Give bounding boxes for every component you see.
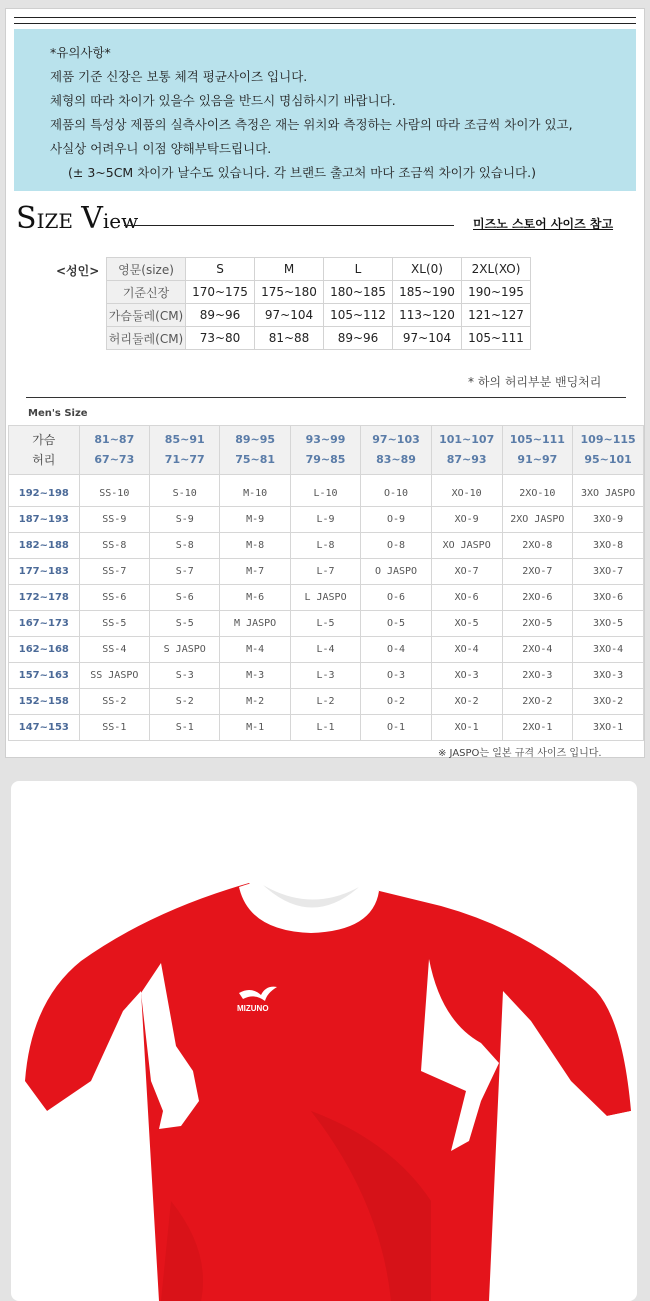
height-range: 172~178 [9, 585, 80, 611]
size-code: 3XO-1 [573, 715, 644, 741]
size-code: M-3 [220, 663, 290, 689]
size-code: XO-9 [431, 507, 502, 533]
height-range: 167~173 [9, 611, 80, 637]
adult-table-cell: 185~190 [393, 281, 462, 304]
adult-row-header: 가슴둘레(CM) [107, 304, 186, 327]
shirt-body [25, 883, 631, 1301]
size-code: S-1 [150, 715, 220, 741]
notice-line: 체형의 따라 차이가 있을수 있음을 반드시 명심하시기 바랍니다. [50, 93, 396, 108]
size-code: SS-6 [79, 585, 149, 611]
adult-table-cell: 190~195 [462, 281, 531, 304]
size-code: 2XO-6 [502, 585, 573, 611]
size-code: L-7 [290, 559, 360, 585]
adult-table-row [107, 281, 531, 304]
size-code: 3XO-9 [573, 507, 644, 533]
adult-table-row [107, 327, 531, 350]
notice-line: 사실상 어려우니 이점 양해부탁드립니다. [50, 141, 272, 156]
size-code: 3XO-6 [573, 585, 644, 611]
product-photo [11, 781, 637, 1301]
size-code: 3XO-5 [573, 611, 644, 637]
size-code: O-6 [361, 585, 432, 611]
size-code: M JASPO [220, 611, 290, 637]
waist-range: 79~85 [305, 453, 346, 466]
size-code: SS-4 [79, 637, 149, 663]
height-range: 177~183 [9, 559, 80, 585]
mens-column-header [150, 426, 220, 475]
jaspo-note: ※ JASPO는 일본 규격 사이즈 입니다. [438, 748, 602, 759]
mens-table-row [9, 689, 644, 715]
size-code: 2XO-4 [502, 637, 573, 663]
size-code: 3XO-8 [573, 533, 644, 559]
chest-range: 109~115 [580, 433, 636, 446]
size-code: L-2 [290, 689, 360, 715]
size-code: L-5 [290, 611, 360, 637]
mens-table-row [9, 475, 644, 507]
mens-table-row [9, 637, 644, 663]
adult-table-cell: 170~175 [186, 281, 255, 304]
size-code: O-8 [361, 533, 432, 559]
height-range: 182~188 [9, 533, 80, 559]
adult-table-cell: XL(0) [393, 258, 462, 281]
adult-table-cell: 121~127 [462, 304, 531, 327]
adult-table-cell: 89~96 [324, 327, 393, 350]
size-code: S-8 [150, 533, 220, 559]
waist-range: 83~89 [376, 453, 416, 466]
corner-label: 허리 [32, 453, 56, 467]
size-code: SS-8 [79, 533, 149, 559]
size-code: S JASPO [150, 637, 220, 663]
size-code: S-7 [150, 559, 220, 585]
mens-column-header [502, 426, 573, 475]
size-code: O JASPO [361, 559, 432, 585]
size-code: 2XO-8 [502, 533, 573, 559]
size-code: S-9 [150, 507, 220, 533]
size-code: M-7 [220, 559, 290, 585]
top-divider [14, 17, 636, 18]
chest-range: 105~111 [509, 433, 565, 446]
notice-box [14, 29, 636, 191]
size-code: SS JASPO [79, 663, 149, 689]
size-code: O-10 [361, 475, 432, 507]
mens-column-header [361, 426, 432, 475]
chest-range: 89~95 [235, 433, 276, 446]
size-code: 2XO-1 [502, 715, 573, 741]
size-code: XO-10 [431, 475, 502, 507]
corner-label: 가슴 [32, 433, 56, 447]
size-code: 3XO-7 [573, 559, 644, 585]
size-code: SS-10 [79, 475, 149, 507]
mens-table-row [9, 715, 644, 741]
notice-line: 제품의 특성상 제품의 실측사이즈 측정은 재는 위치와 측정하는 사람의 따라 조금씩 차이가 있고, [50, 117, 573, 132]
size-code: L JASPO [290, 585, 360, 611]
size-code: 3XO-4 [573, 637, 644, 663]
adult-size-table [106, 257, 531, 350]
size-code: O-1 [361, 715, 432, 741]
size-code: XO-4 [431, 637, 502, 663]
size-code: M-6 [220, 585, 290, 611]
size-code: 2XO-10 [502, 475, 573, 507]
size-code: O-5 [361, 611, 432, 637]
size-code: XO-7 [431, 559, 502, 585]
size-code: 2XO-5 [502, 611, 573, 637]
adult-table-cell: M [255, 258, 324, 281]
size-code: 3XO-2 [573, 689, 644, 715]
size-code: XO-5 [431, 611, 502, 637]
adult-label: <성인> [56, 264, 100, 278]
height-range: 157~163 [9, 663, 80, 689]
mens-column-header [220, 426, 290, 475]
band-note: * 하의 허리부분 밴딩처리 [468, 375, 602, 389]
shirt-illustration [11, 781, 637, 1301]
svg-text:MIZUNO: MIZUNO [237, 1004, 269, 1013]
title-divider [124, 225, 454, 226]
size-code: 2XO-3 [502, 663, 573, 689]
adult-row-header: 기준신장 [107, 281, 186, 304]
adult-table-cell: 175~180 [255, 281, 324, 304]
size-code: S-3 [150, 663, 220, 689]
size-code: SS-7 [79, 559, 149, 585]
size-code: L-9 [290, 507, 360, 533]
size-code: L-1 [290, 715, 360, 741]
size-code: M-1 [220, 715, 290, 741]
size-code: M-10 [220, 475, 290, 507]
mens-table-row [9, 585, 644, 611]
size-view-title: SIZE View [16, 201, 139, 236]
size-code: S-10 [150, 475, 220, 507]
size-code: SS-5 [79, 611, 149, 637]
height-range: 162~168 [9, 637, 80, 663]
mens-table-row [9, 507, 644, 533]
size-code: 3XO-3 [573, 663, 644, 689]
mens-column-header [79, 426, 149, 475]
size-code: L-4 [290, 637, 360, 663]
size-code: M-2 [220, 689, 290, 715]
size-code: 2XO-2 [502, 689, 573, 715]
mens-table-corner [9, 426, 80, 475]
section-divider [26, 397, 626, 398]
size-code: S-6 [150, 585, 220, 611]
notice-line: (± 3~5CM 차이가 날수도 있습니다. 각 브랜드 출고처 마다 조금씩 차이가 있습니다.) [68, 165, 536, 180]
size-code: SS-1 [79, 715, 149, 741]
mizuno-store-reference: 미즈노 스토어 사이즈 참고 [473, 217, 614, 231]
height-range: 152~158 [9, 689, 80, 715]
size-code: L-8 [290, 533, 360, 559]
adult-table-cell: 81~88 [255, 327, 324, 350]
size-code: O-2 [361, 689, 432, 715]
adult-table-cell: 89~96 [186, 304, 255, 327]
mens-table-row [9, 559, 644, 585]
mens-table-row [9, 533, 644, 559]
waist-range: 67~73 [94, 453, 135, 466]
adult-table-cell: 105~111 [462, 327, 531, 350]
notice-line: 제품 기준 신장은 보통 체격 평균사이즈 입니다. [50, 69, 308, 84]
adult-table-cell: 180~185 [324, 281, 393, 304]
mens-column-header [573, 426, 644, 475]
size-code: O-9 [361, 507, 432, 533]
size-code: M-4 [220, 637, 290, 663]
notice-heading: *유의사항* [50, 45, 111, 60]
chest-range: 101~107 [439, 433, 495, 446]
size-code: M-8 [220, 533, 290, 559]
mens-table-row [9, 663, 644, 689]
chest-range: 93~99 [305, 433, 346, 446]
mens-size-label: Men's Size [28, 408, 88, 419]
size-code: 2XO-7 [502, 559, 573, 585]
adult-table-row [107, 258, 531, 281]
size-code: 3XO JASPO [573, 475, 644, 507]
size-code: SS-9 [79, 507, 149, 533]
mens-column-header [431, 426, 502, 475]
mens-table-row [9, 611, 644, 637]
adult-table-cell: 105~112 [324, 304, 393, 327]
adult-table-cell: 97~104 [393, 327, 462, 350]
waist-range: 91~97 [517, 453, 558, 466]
chest-range: 97~103 [372, 433, 420, 446]
size-code: XO-1 [431, 715, 502, 741]
waist-range: 87~93 [446, 453, 487, 466]
size-code: S-5 [150, 611, 220, 637]
chest-range: 81~87 [94, 433, 135, 446]
size-code: XO-3 [431, 663, 502, 689]
adult-table-row [107, 304, 531, 327]
size-code: XO JASPO [431, 533, 502, 559]
adult-table-cell: 73~80 [186, 327, 255, 350]
size-code: L-3 [290, 663, 360, 689]
adult-table-cell: L [324, 258, 393, 281]
size-code: 2XO JASPO [502, 507, 573, 533]
size-code: O-4 [361, 637, 432, 663]
top-divider [14, 23, 636, 24]
mens-size-table [8, 425, 644, 741]
waist-range: 95~101 [584, 453, 632, 466]
waist-range: 75~81 [235, 453, 276, 466]
adult-row-header: 영문(size) [107, 258, 186, 281]
size-code: S-2 [150, 689, 220, 715]
size-code: XO-2 [431, 689, 502, 715]
adult-table-cell: S [186, 258, 255, 281]
adult-table-cell: 2XL(XO) [462, 258, 531, 281]
mens-column-header [290, 426, 360, 475]
mens-table-header-row [9, 426, 644, 475]
height-range: 192~198 [9, 475, 80, 507]
height-range: 187~193 [9, 507, 80, 533]
size-code: O-3 [361, 663, 432, 689]
height-range: 147~153 [9, 715, 80, 741]
adult-row-header: 허리둘레(CM) [107, 327, 186, 350]
size-code: M-9 [220, 507, 290, 533]
adult-table-cell: 97~104 [255, 304, 324, 327]
adult-table-cell: 113~120 [393, 304, 462, 327]
size-code: L-10 [290, 475, 360, 507]
size-code: SS-2 [79, 689, 149, 715]
size-code: XO-6 [431, 585, 502, 611]
waist-range: 71~77 [164, 453, 205, 466]
size-guide-panel [5, 8, 645, 758]
chest-range: 85~91 [164, 433, 205, 446]
